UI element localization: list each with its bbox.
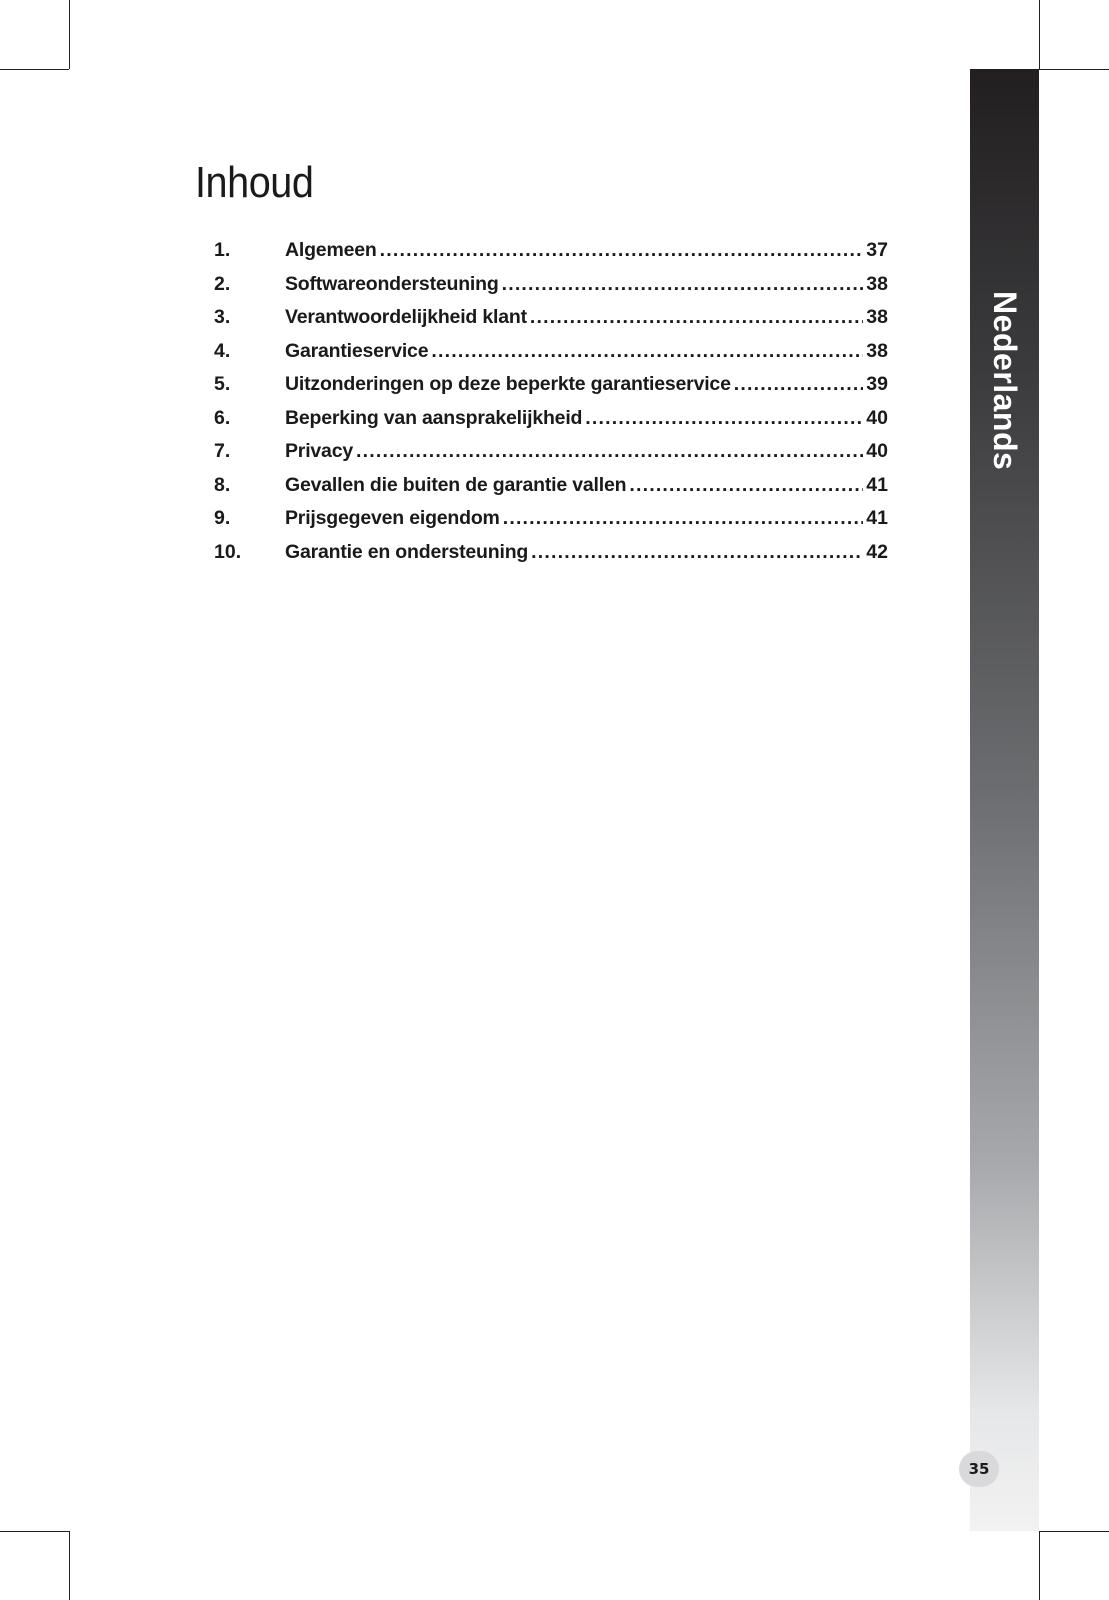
toc-entry-label: Beperking van aansprakelijkheid bbox=[285, 406, 583, 429]
toc-entry[interactable] bbox=[214, 239, 888, 273]
toc-dot-leader bbox=[503, 507, 864, 530]
toc-entry-page: 38 bbox=[866, 339, 888, 362]
toc-entry-label: Privacy bbox=[285, 440, 353, 462]
toc-dot-leader bbox=[585, 407, 863, 430]
toc-entry-page: 38 bbox=[866, 306, 888, 328]
crop-mark-top-right-vertical bbox=[1039, 0, 1040, 69]
toc-dot-leader bbox=[531, 541, 863, 564]
toc-entry-page: 42 bbox=[866, 540, 888, 563]
toc-dot-leader bbox=[734, 373, 864, 396]
toc-entry[interactable] bbox=[214, 340, 888, 374]
language-side-tab bbox=[970, 69, 1039, 1531]
toc-entry[interactable] bbox=[214, 440, 888, 474]
crop-mark-bottom-left-vertical bbox=[69, 1531, 70, 1600]
crop-mark-top-right-horizontal bbox=[1039, 69, 1109, 70]
table-of-contents bbox=[214, 239, 888, 574]
toc-entry-page: 40 bbox=[866, 406, 888, 429]
toc-entry-label: Gevallen die buiten de garantie vallen bbox=[285, 473, 627, 496]
toc-entry-page: 41 bbox=[866, 507, 888, 529]
toc-entry-label: Verantwoordelijkheid klant bbox=[285, 306, 527, 328]
toc-entry-number: 8. bbox=[214, 473, 231, 496]
crop-mark-bottom-right-horizontal bbox=[1039, 1531, 1109, 1532]
toc-entry[interactable] bbox=[214, 507, 888, 541]
toc-dot-leader bbox=[502, 273, 864, 296]
toc-entry-page: 39 bbox=[866, 373, 888, 395]
toc-entry[interactable] bbox=[214, 474, 888, 508]
toc-dot-leader bbox=[629, 474, 863, 497]
toc-entry-number: 5. bbox=[214, 373, 231, 395]
toc-entry-number: 6. bbox=[214, 406, 231, 429]
toc-entry[interactable] bbox=[214, 273, 888, 307]
toc-dot-leader bbox=[530, 306, 863, 329]
toc-dot-leader bbox=[356, 440, 863, 463]
toc-entry-page: 40 bbox=[866, 440, 888, 462]
toc-entry-label: Garantieservice bbox=[285, 339, 429, 362]
toc-entry-number: 3. bbox=[214, 306, 231, 328]
toc-entry-label: Softwareondersteuning bbox=[285, 272, 499, 295]
toc-entry-label: Garantie en ondersteuning bbox=[285, 540, 529, 563]
toc-dot-leader bbox=[380, 239, 864, 262]
toc-entry-label: Uitzonderingen op deze beperkte garantieservice bbox=[285, 373, 731, 395]
page-number-badge: 35 bbox=[959, 1451, 999, 1487]
toc-entry[interactable] bbox=[214, 541, 888, 575]
toc-entry-page: 41 bbox=[866, 473, 888, 496]
toc-entry-number: 10. bbox=[214, 540, 242, 563]
crop-mark-top-left-vertical bbox=[69, 0, 70, 69]
toc-entry-page: 38 bbox=[866, 272, 888, 295]
crop-mark-bottom-right-vertical bbox=[1039, 1531, 1040, 1600]
toc-entry-number: 4. bbox=[214, 339, 231, 362]
toc-entry[interactable] bbox=[214, 373, 888, 407]
toc-entry-number: 7. bbox=[214, 440, 231, 462]
page-title: Inhoud bbox=[195, 158, 314, 207]
toc-entry-page: 37 bbox=[866, 239, 888, 261]
toc-dot-leader bbox=[431, 340, 863, 363]
toc-entry-number: 2. bbox=[214, 272, 231, 295]
crop-mark-bottom-left-horizontal bbox=[0, 1531, 69, 1532]
crop-mark-top-left-horizontal bbox=[0, 69, 69, 70]
toc-entry[interactable] bbox=[214, 407, 888, 441]
toc-entry-label: Prijsgegeven eigendom bbox=[285, 507, 500, 529]
toc-entry-number: 1. bbox=[214, 239, 231, 261]
language-tab-label: Nederlands bbox=[987, 291, 1023, 471]
toc-entry-number: 9. bbox=[214, 507, 231, 529]
toc-entry-label: Algemeen bbox=[285, 239, 377, 261]
toc-entry[interactable] bbox=[214, 306, 888, 340]
